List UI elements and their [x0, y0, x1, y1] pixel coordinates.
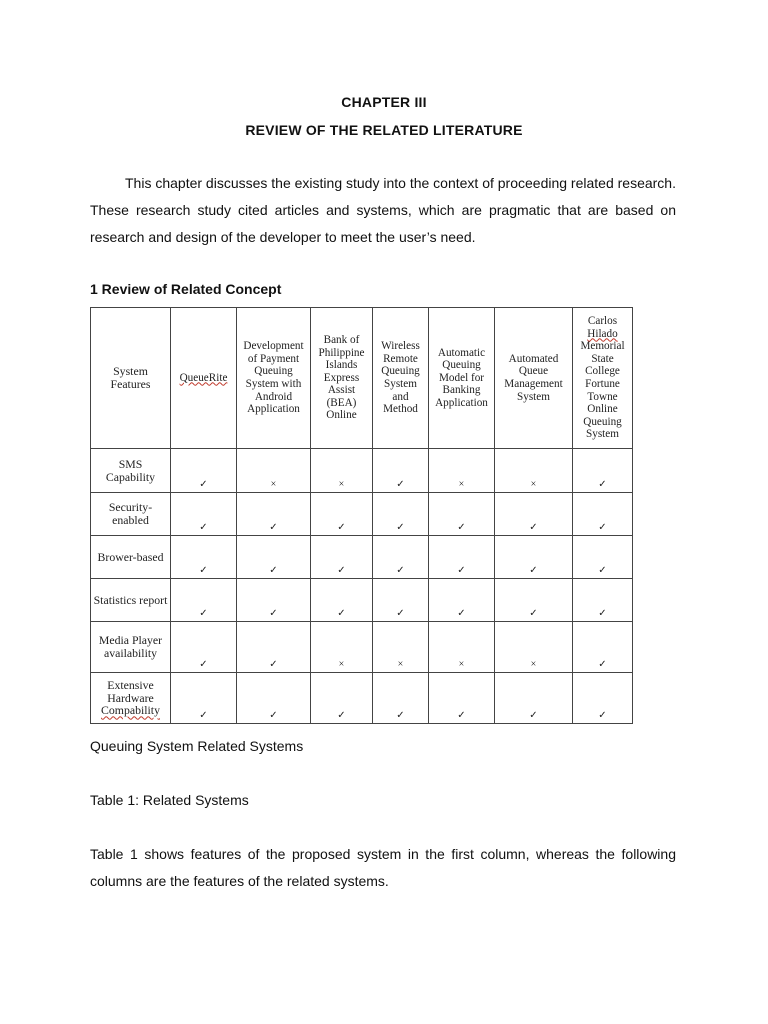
- check-icon: ✓: [373, 536, 429, 579]
- check-icon: ✓: [311, 579, 373, 622]
- table-row: [91, 673, 633, 724]
- check-icon: ✓: [311, 493, 373, 536]
- check-icon: ✓: [573, 673, 633, 724]
- check-icon: ✓: [237, 493, 311, 536]
- feature-cell: [91, 673, 171, 724]
- check-icon: ✓: [429, 536, 495, 579]
- feature-cell: [91, 493, 171, 536]
- column-header: [573, 308, 633, 449]
- cross-icon: ×: [495, 449, 573, 493]
- check-icon: ✓: [171, 493, 237, 536]
- check-icon: ✓: [311, 673, 373, 724]
- feature-label: SMS Capability: [105, 456, 156, 484]
- check-icon: ✓: [429, 673, 495, 724]
- section-heading: 1 Review of Related Concept: [90, 281, 282, 297]
- check-icon: ✓: [429, 579, 495, 622]
- check-icon: ✓: [573, 536, 633, 579]
- cross-icon: ×: [429, 622, 495, 673]
- column-header-label: QueueRite: [179, 371, 228, 384]
- check-icon: ✓: [171, 673, 237, 724]
- check-icon: ✓: [171, 536, 237, 579]
- column-header-label: Wireless Remote Queuing System and Method: [381, 340, 420, 416]
- feature-cell: [91, 449, 171, 493]
- check-icon: ✓: [573, 493, 633, 536]
- check-icon: ✓: [573, 579, 633, 622]
- chapter-title: REVIEW OF THE RELATED LITERATURE: [245, 122, 523, 138]
- column-header: [429, 308, 495, 449]
- feature-label: Brower-based: [97, 549, 164, 564]
- header-system-features: System Features: [91, 308, 171, 449]
- check-icon: ✓: [171, 622, 237, 673]
- cross-icon: ×: [495, 622, 573, 673]
- check-icon: ✓: [373, 579, 429, 622]
- cross-icon: ×: [373, 622, 429, 673]
- column-header: [171, 308, 237, 449]
- check-icon: ✓: [495, 493, 573, 536]
- check-icon: ✓: [495, 579, 573, 622]
- feature-cell: [91, 579, 171, 622]
- table-row: [91, 493, 633, 536]
- column-header-label: Development of Payment Queuing System with Android Application: [243, 340, 304, 416]
- column-header-label: Carlos Hilado Memorial State College Fortune Towne Online Queuing System: [580, 315, 625, 441]
- related-systems-table: [90, 307, 633, 724]
- check-icon: ✓: [237, 579, 311, 622]
- table-row: [91, 579, 633, 622]
- column-header: [311, 308, 373, 449]
- feature-label: Security-enabled: [108, 500, 153, 527]
- chapter-number: CHAPTER III: [341, 94, 427, 110]
- check-icon: ✓: [373, 449, 429, 493]
- feature-cell: [91, 536, 171, 579]
- column-header: [373, 308, 429, 449]
- feature-cell: [91, 622, 171, 673]
- check-icon: ✓: [237, 622, 311, 673]
- check-icon: ✓: [573, 449, 633, 493]
- column-header-label: Bank of Philippine Islands Express Assist (BEA) Online: [318, 333, 365, 422]
- check-icon: ✓: [495, 536, 573, 579]
- closing-paragraph: Table 1 shows features of the proposed system in the first column, whereas the following columns are the features of the related systems.: [90, 846, 676, 889]
- column-header: [495, 308, 573, 449]
- figure-caption: Queuing System Related Systems: [90, 738, 304, 754]
- column-header-label: Automated Queue Management System: [504, 352, 563, 403]
- column-header: [237, 308, 311, 449]
- cross-icon: ×: [429, 449, 495, 493]
- spellcheck-word: Hilado: [587, 327, 618, 340]
- cross-icon: ×: [311, 622, 373, 673]
- column-header-label: Automatic Queuing Model for Banking Application: [435, 346, 488, 409]
- check-icon: ✓: [495, 673, 573, 724]
- feature-label: Statistics report: [93, 592, 168, 607]
- check-icon: ✓: [373, 673, 429, 724]
- check-icon: ✓: [171, 449, 237, 493]
- check-icon: ✓: [237, 536, 311, 579]
- cross-icon: ×: [237, 449, 311, 493]
- spellcheck-word: Compability: [101, 703, 160, 718]
- check-icon: ✓: [311, 536, 373, 579]
- cross-icon: ×: [311, 449, 373, 493]
- check-icon: ✓: [373, 493, 429, 536]
- check-icon: ✓: [429, 493, 495, 536]
- check-icon: ✓: [573, 622, 633, 673]
- check-icon: ✓: [237, 673, 311, 724]
- table-caption: Table 1: Related Systems: [90, 792, 249, 808]
- related-systems-table-wrapper: [90, 307, 633, 724]
- table-row: [91, 622, 633, 673]
- check-icon: ✓: [171, 579, 237, 622]
- feature-label: Media Player availability: [98, 633, 163, 660]
- table-row: [91, 536, 633, 579]
- intro-paragraph: This chapter discusses the existing study into the context of proceeding related research. These research study cited articles and systems, which are pragmatic that are based on research and design of the developer to meet the user’s need.: [90, 175, 676, 245]
- table-header-row: [91, 308, 633, 449]
- feature-label: Extensive Hardware Compability: [101, 678, 160, 718]
- table-row: [91, 449, 633, 493]
